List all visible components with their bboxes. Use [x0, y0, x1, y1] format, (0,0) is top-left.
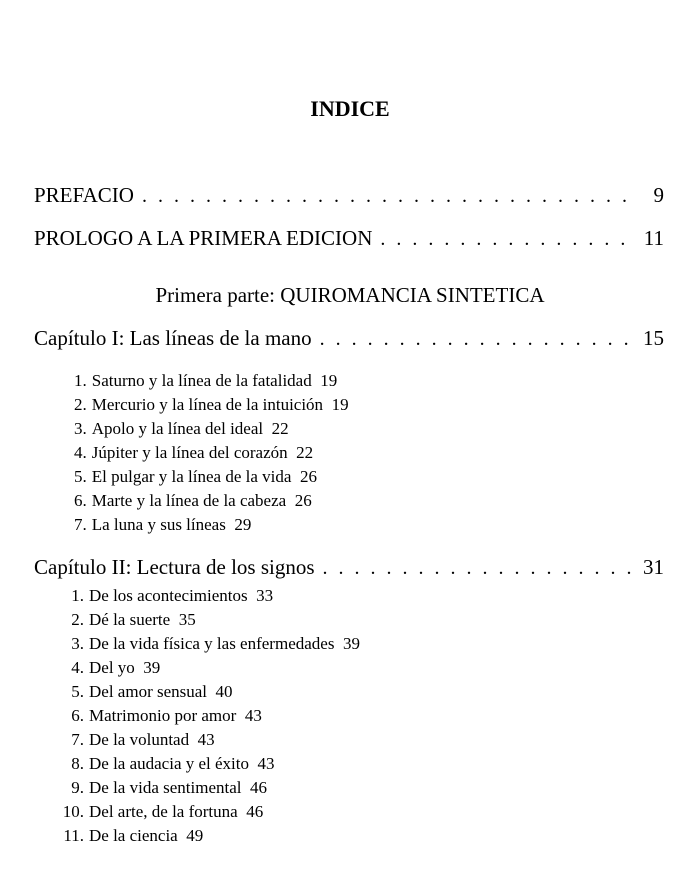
- section-title: De la audacia y el éxito: [89, 754, 250, 773]
- page-title: INDICE: [310, 96, 390, 121]
- dot-leader: [142, 185, 634, 208]
- section-page: 29: [234, 515, 252, 534]
- chapter-label: Capítulo II: Lectura de los signos: [34, 555, 315, 579]
- section-entry: [60, 824, 360, 848]
- dot-leader: [380, 228, 634, 251]
- section-title: De la voluntad: [89, 730, 190, 749]
- section-title: Del amor sensual: [89, 682, 208, 701]
- section-title: Saturno y la línea de la fatalidad: [91, 371, 312, 390]
- section-page: 39: [143, 658, 161, 677]
- section-number: 2.: [71, 610, 84, 629]
- toc-entry-prologo: [34, 226, 664, 254]
- section-title: Apolo y la línea del ideal: [91, 419, 264, 438]
- section-number: 5.: [71, 682, 84, 701]
- section-page: 19: [320, 371, 338, 390]
- section-entry: [74, 465, 349, 489]
- section-title: Dé la suerte: [89, 610, 171, 629]
- dot-leader: [323, 557, 634, 580]
- section-page: 49: [186, 826, 204, 845]
- toc-entry-page: 9: [653, 183, 664, 207]
- section-page: 33: [256, 586, 274, 605]
- section-title: De la vida sentimental: [89, 778, 242, 797]
- section-title: Del arte, de la fortuna: [89, 802, 238, 821]
- toc-entry-chapter-1: [34, 326, 664, 354]
- section-entry: [74, 417, 349, 441]
- section-page: 43: [244, 706, 262, 725]
- section-number: 4.: [71, 658, 84, 677]
- chapter-label: Capítulo I: Las líneas de la mano: [34, 326, 312, 350]
- toc-entry-chapter-2: [34, 555, 664, 583]
- section-number: 6.: [74, 491, 87, 510]
- section-number: 1.: [71, 586, 84, 605]
- section-page: 35: [178, 610, 196, 629]
- section-entry: [60, 608, 360, 632]
- section-page: 40: [215, 682, 233, 701]
- section-title: El pulgar y la línea de la vida: [91, 467, 292, 486]
- section-number: 7.: [71, 730, 84, 749]
- section-number: 7.: [74, 515, 87, 534]
- section-title: Del yo: [89, 658, 135, 677]
- section-title: Marte y la línea de la cabeza: [91, 491, 287, 510]
- section-entry: [60, 776, 360, 800]
- section-title: Matrimonio por amor: [89, 706, 237, 725]
- section-page: 46: [246, 802, 264, 821]
- section-page: 39: [342, 634, 360, 653]
- toc-entry-prefacio: [34, 183, 664, 211]
- section-number: 8.: [71, 754, 84, 773]
- section-title: Júpiter y la línea del corazón: [91, 443, 288, 462]
- section-page: 22: [271, 419, 289, 438]
- section-number: 3.: [71, 634, 84, 653]
- section-number: 1.: [74, 371, 87, 390]
- section-number: 2.: [74, 395, 87, 414]
- section-title: De la vida física y las enfermedades: [89, 634, 335, 653]
- chapter-page: 15: [643, 326, 664, 350]
- section-page: 26: [294, 491, 312, 510]
- section-entry: [60, 752, 360, 776]
- section-entry: [74, 369, 349, 393]
- section-number: 6.: [71, 706, 84, 725]
- section-entry: [74, 489, 349, 513]
- section-entry: [74, 393, 349, 417]
- section-page: 46: [249, 778, 267, 797]
- section-title: De la ciencia: [89, 826, 178, 845]
- section-page: 22: [296, 443, 314, 462]
- section-entry: [74, 513, 349, 537]
- chapter-page: 31: [643, 555, 664, 579]
- section-title: De los acontecimientos: [89, 586, 248, 605]
- section-entry: [60, 800, 360, 824]
- toc-entry-label: PROLOGO A LA PRIMERA EDICION: [34, 226, 373, 250]
- section-page: 26: [299, 467, 317, 486]
- section-number: 5.: [74, 467, 87, 486]
- chapter-2-sections: [60, 584, 360, 848]
- section-page: 43: [197, 730, 215, 749]
- section-page: 19: [331, 395, 349, 414]
- section-page: 43: [257, 754, 275, 773]
- dot-leader: [320, 328, 634, 351]
- toc-entry-page: 11: [643, 226, 664, 250]
- section-entry: [74, 441, 349, 465]
- part-title: Primera parte: QUIROMANCIA SINTETICA: [155, 283, 545, 307]
- section-entry: [60, 584, 360, 608]
- section-title: Mercurio y la línea de la intuición: [91, 395, 324, 414]
- toc-entry-label: PREFACIO: [34, 183, 134, 207]
- section-entry: [60, 680, 360, 704]
- section-entry: [60, 632, 360, 656]
- section-number: 11.: [63, 826, 84, 845]
- section-number: 10.: [62, 802, 84, 821]
- section-entry: [60, 728, 360, 752]
- section-title: La luna y sus líneas: [91, 515, 226, 534]
- section-number: 9.: [71, 778, 84, 797]
- section-entry: [60, 704, 360, 728]
- section-entry: [60, 656, 360, 680]
- section-number: 3.: [74, 419, 87, 438]
- section-number: 4.: [74, 443, 87, 462]
- chapter-1-sections: [74, 369, 349, 537]
